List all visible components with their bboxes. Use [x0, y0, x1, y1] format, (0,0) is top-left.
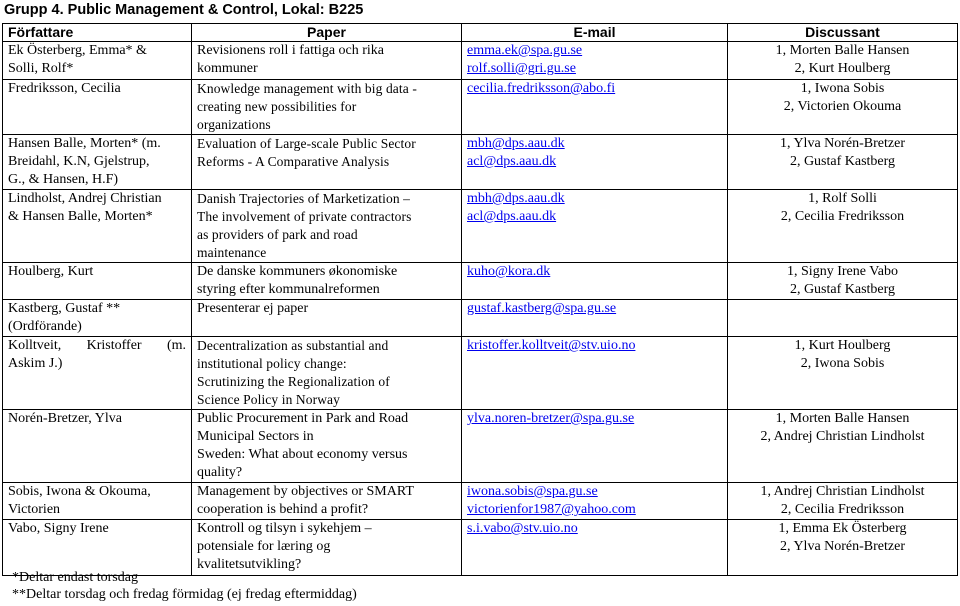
author-cell: [3, 337, 192, 410]
discussant-cell: [728, 263, 958, 300]
discussant-cell: [728, 42, 958, 80]
header-paper: Paper: [192, 24, 462, 42]
discussant-cell: [728, 135, 958, 190]
discussant-line: 2, Iwona Sobis: [800, 356, 885, 371]
paper-line: maintenance: [197, 245, 267, 260]
paper-line: potensiale for læring og: [197, 539, 331, 554]
author-line: Fredriksson, Cecilia: [8, 81, 121, 96]
discussant-line: 2, Andrej Christian Lindholst: [760, 429, 925, 444]
paper-cell: [192, 410, 462, 483]
paper-line: Management by objectives or SMART: [197, 484, 414, 499]
table-row: [3, 80, 958, 135]
table-row: [3, 483, 958, 520]
author-cell: [3, 190, 192, 263]
paper-cell: [192, 80, 462, 135]
paper-line: creating new possibilities for: [197, 99, 357, 114]
header-author: Författare: [3, 24, 192, 42]
paper-line: styring efter kommunalreformen: [197, 282, 380, 297]
author-line: Askim J.): [8, 356, 63, 371]
author-line: Houlberg, Kurt: [8, 264, 94, 279]
author-line: Breidahl, K.N, Gjelstrup,: [8, 154, 150, 169]
author-cell: [3, 520, 192, 576]
paper-line: Municipal Sectors in: [197, 429, 314, 444]
email-link[interactable]: iwona.sobis@spa.gu.se: [467, 484, 598, 499]
table-row: [3, 42, 958, 80]
paper-cell: [192, 263, 462, 300]
paper-line: quality?: [197, 465, 243, 480]
email-link[interactable]: rolf.solli@gri.gu.se: [467, 61, 576, 76]
author-line: Ek Österberg, Emma* &: [8, 43, 147, 58]
paper-line: kommuner: [197, 61, 258, 76]
table-row: [3, 520, 958, 576]
paper-line: Presenterar ej paper: [197, 301, 309, 316]
paper-line: Kontroll og tilsyn i sykehjem –: [197, 521, 372, 536]
paper-cell: [192, 520, 462, 576]
author-cell: [3, 80, 192, 135]
email-link[interactable]: emma.ek@spa.gu.se: [467, 43, 583, 58]
table-row: [3, 300, 958, 337]
table-row: [3, 190, 958, 263]
paper-line: Revisionens roll i fattiga och rika: [197, 43, 385, 58]
paper-line: Danish Trajectories of Marketization –: [197, 191, 411, 206]
footnote-thursday: *Deltar endast torsdag: [12, 570, 138, 585]
discussant-line: 1, Signy Irene Vabo: [787, 264, 898, 279]
author-line: Hansen Balle, Morten* (m.: [8, 136, 161, 151]
discussant-line: 1, Iwona Sobis: [800, 81, 885, 96]
discussant-line: 2, Gustaf Kastberg: [789, 282, 896, 297]
paper-line: Science Policy in Norway: [197, 392, 340, 407]
author-cell: [3, 42, 192, 80]
schedule-table: [2, 23, 958, 576]
author-cell: [3, 135, 192, 190]
paper-cell: [192, 483, 462, 520]
discussant-line: 2, Cecilia Fredriksson: [780, 502, 905, 517]
email-link[interactable]: acl@dps.aau.dk: [467, 209, 557, 224]
discussant-line: 1, Morten Balle Hansen: [775, 411, 910, 426]
author-cell: [3, 410, 192, 483]
author-line: Lindholst, Andrej Christian: [8, 191, 162, 206]
discussant-cell: [728, 337, 958, 410]
paper-line: Knowledge management with big data -: [197, 81, 417, 96]
author-line: Norén-Bretzer, Ylva: [8, 411, 122, 426]
header-discussant: Discussant: [728, 24, 958, 42]
table-row: [3, 337, 958, 410]
discussant-line: 1, Andrej Christian Lindholst: [760, 484, 925, 499]
email-cell: [462, 135, 728, 190]
paper-line: kvalitetsutvikling?: [197, 557, 302, 572]
paper-cell: [192, 337, 462, 410]
email-cell: [462, 190, 728, 263]
paper-line: The involvement of private contractors: [197, 209, 412, 224]
paper-cell: [192, 135, 462, 190]
author-cell: [3, 263, 192, 300]
paper-line: institutional policy change:: [197, 356, 347, 371]
email-cell: [462, 80, 728, 135]
page-title: Grupp 4. Public Management & Control, Lokal: B225: [4, 2, 364, 18]
discussant-line: 1, Ylva Norén-Bretzer: [779, 136, 906, 151]
discussant-line: 2, Cecilia Fredriksson: [780, 209, 905, 224]
paper-line: Evaluation of Large-scale Public Sector: [197, 136, 416, 151]
email-cell: [462, 483, 728, 520]
author-cell: [3, 300, 192, 337]
author-line: (Ordförande): [8, 319, 82, 334]
paper-line: Scrutinizing the Regionalization of: [197, 374, 390, 389]
table-body: [3, 42, 958, 576]
table-header-row: [3, 24, 958, 42]
discussant-cell: [728, 190, 958, 263]
paper-line: De danske kommuners økonomiske: [197, 264, 398, 279]
paper-line: Sweden: What about economy versus: [197, 447, 408, 462]
email-cell: [462, 520, 728, 576]
author-line: Kolltveit, Kristoffer (m.: [8, 338, 186, 353]
email-cell: [462, 410, 728, 483]
email-link[interactable]: ylva.noren-bretzer@spa.gu.se: [467, 411, 635, 426]
discussant-line: 1, Emma Ek Österberg: [778, 521, 907, 536]
author-line: & Hansen Balle, Morten*: [8, 209, 153, 224]
discussant-line: 1, Morten Balle Hansen: [775, 43, 910, 58]
paper-line: Public Procurement in Park and Road: [197, 411, 409, 426]
email-link[interactable]: cecilia.fredriksson@abo.fi: [467, 81, 616, 96]
author-line: Victorien: [8, 502, 61, 517]
email-cell: [462, 42, 728, 80]
author-line: Kastberg, Gustaf **: [8, 301, 121, 316]
paper-cell: [192, 300, 462, 337]
author-cell: [3, 483, 192, 520]
email-cell: [462, 337, 728, 410]
email-cell: [462, 300, 728, 337]
table-row: [3, 410, 958, 483]
email-link[interactable]: kristoffer.kolltveit@stv.uio.no: [467, 338, 636, 353]
email-link[interactable]: mbh@dps.aau.dk: [467, 191, 565, 206]
email-link[interactable]: kuho@kora.dk: [467, 264, 551, 279]
paper-cell: [192, 190, 462, 263]
discussant-line: 2, Victorien Okouma: [783, 99, 902, 114]
table-row: [3, 135, 958, 190]
discussant-cell: [728, 483, 958, 520]
discussant-cell: [728, 80, 958, 135]
author-line: Sobis, Iwona & Okouma,: [8, 484, 151, 499]
paper-line: Reforms - A Comparative Analysis: [197, 154, 390, 169]
header-email: E-mail: [462, 24, 728, 42]
paper-cell: [192, 42, 462, 80]
discussant-line: 2, Kurt Houlberg: [794, 61, 891, 76]
email-cell: [462, 263, 728, 300]
discussant-cell: [728, 410, 958, 483]
paper-line: Decentralization as substantial and: [197, 338, 389, 353]
email-link[interactable]: victorienfor1987@yahoo.com: [467, 502, 636, 517]
table-row: [3, 263, 958, 300]
footnote-thursday-friday: **Deltar torsdag och fredag förmidag (ej fredag eftermiddag): [12, 587, 357, 602]
discussant-cell: [728, 520, 958, 576]
author-line: Solli, Rolf*: [8, 61, 74, 76]
author-line: G., & Hansen, H.F): [8, 172, 119, 187]
email-link[interactable]: gustaf.kastberg@spa.gu.se: [467, 301, 617, 316]
discussant-line: 1, Rolf Solli: [808, 191, 877, 206]
discussant-line: 2, Gustaf Kastberg: [789, 154, 896, 169]
email-link[interactable]: acl@dps.aau.dk: [467, 154, 557, 169]
email-link[interactable]: s.i.vabo@stv.uio.no: [467, 521, 578, 536]
discussant-line: 1, Kurt Houlberg: [794, 338, 891, 353]
email-link[interactable]: mbh@dps.aau.dk: [467, 136, 565, 151]
author-line: Vabo, Signy Irene: [8, 521, 109, 536]
discussant-cell: [728, 300, 958, 337]
paper-line: as providers of park and road: [197, 227, 358, 242]
paper-line: cooperation is behind a profit?: [197, 502, 369, 517]
discussant-line: 2, Ylva Norén-Bretzer: [779, 539, 906, 554]
paper-line: organizations: [197, 117, 271, 132]
